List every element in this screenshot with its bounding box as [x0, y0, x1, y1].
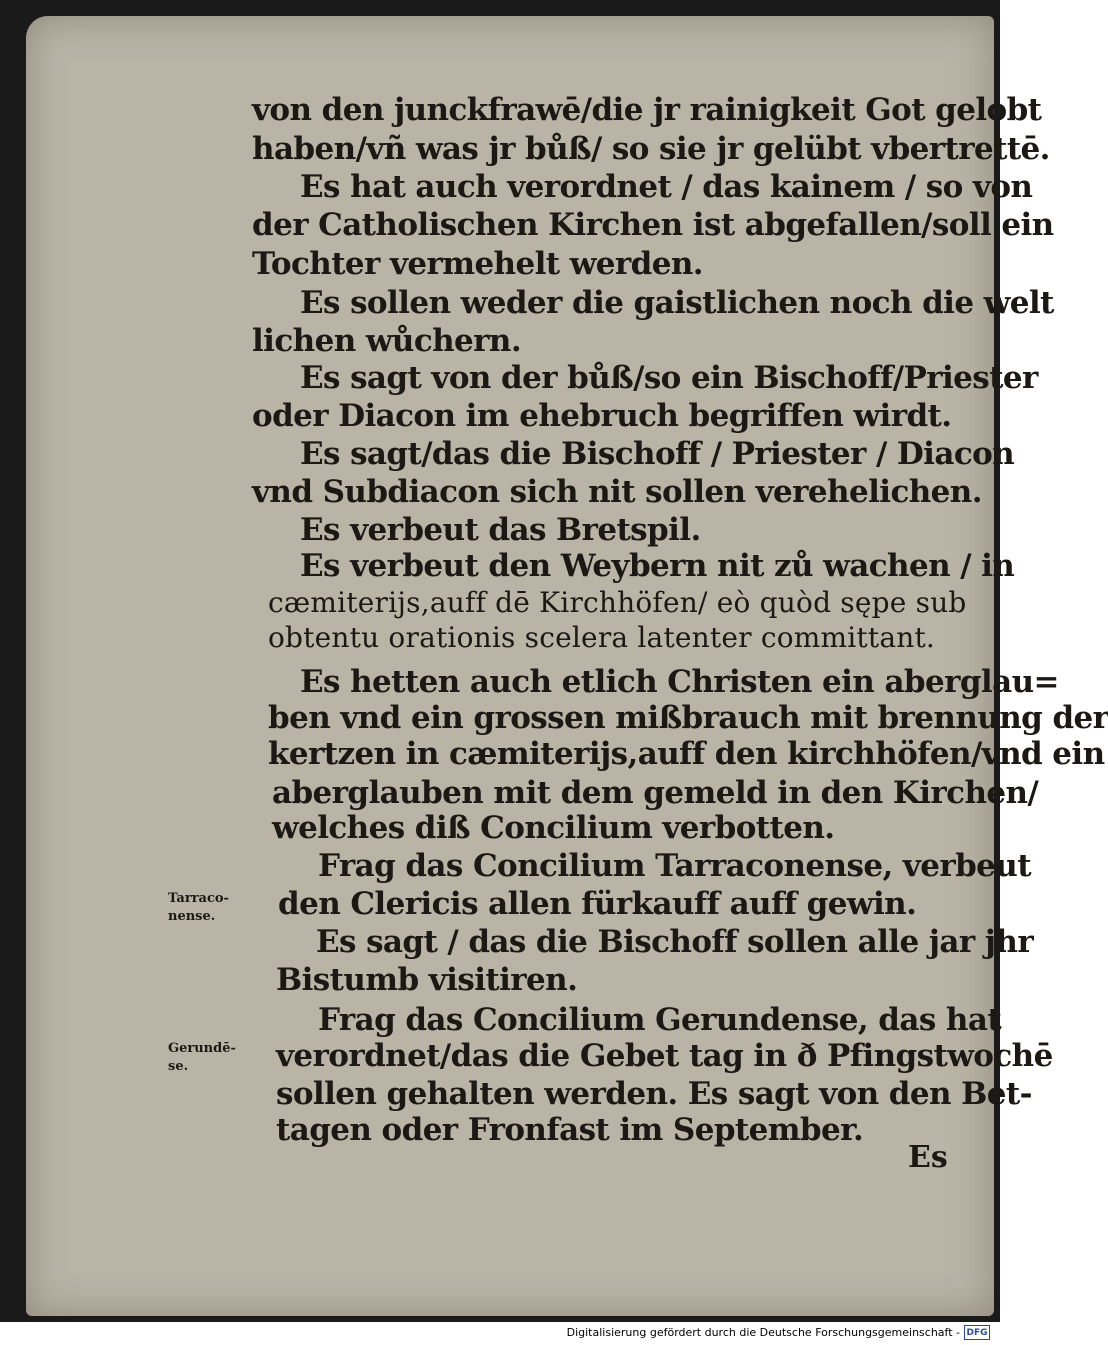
- text-line: tagen oder Fronfast im September.: [276, 1112, 864, 1148]
- text-line: lichen wůchern.: [252, 323, 522, 359]
- text-line: den Clericis allen fürkauff auff gewin.: [278, 886, 917, 922]
- text-line: Es sagt/das die Bischoff / Priester / Diacon: [300, 436, 1015, 472]
- text-line: obtentu orationis scelera latenter committant.: [268, 621, 935, 654]
- text-line: Es sagt / das die Bischoff sollen alle jar jhr: [316, 924, 1034, 960]
- text-line: Es hat auch verordnet / das kainem / so von: [300, 169, 1033, 205]
- margin-note-line: nense.: [168, 909, 216, 924]
- text-line: aberglauben mit dem gemeld in den Kirchen/: [272, 775, 1039, 811]
- text-line: Frag das Concilium Tarraconense, verbeut: [318, 848, 1031, 884]
- text-line: Es sollen weder die gaistlichen noch die welt: [300, 285, 1054, 321]
- text-line: Es sagt von der bůß/so ein Bischoff/Priester: [300, 360, 1038, 396]
- text-line: verordnet/das die Gebet tag in ð Pfingstwochē: [276, 1038, 1053, 1074]
- text-line: ben vnd ein grossen mißbrauch mit brennung der: [268, 700, 1108, 736]
- text-line: der Catholischen Kirchen ist abgefallen/soll ein: [252, 207, 1054, 243]
- text-line: oder Diacon im ehebruch begriffen wirdt.: [252, 398, 952, 434]
- text-line: haben/vñ was jr bůß/ so sie jr gelübt vbertrettē.: [252, 131, 1050, 167]
- text-line: Frag das Concilium Gerundense, das hat: [318, 1002, 1002, 1038]
- catchword: Es: [908, 1140, 948, 1175]
- text-line: sollen gehalten werden. Es sagt von den Bet-: [276, 1076, 1032, 1112]
- margin-note-gerundense: [168, 1040, 248, 1076]
- funding-credit: Digitalisierung gefördert durch die Deutsche Forschungsgemeinschaft -: [566, 1326, 960, 1339]
- margin-note-line: Gerundē-: [168, 1041, 236, 1056]
- text-line: Bistumb visitiren.: [276, 962, 578, 998]
- text-line: Es verbeut den Weybern nit zů wachen / in: [300, 548, 1015, 584]
- margin-note-tarraconense: [168, 890, 248, 926]
- text-line: von den junckfrawē/die jr rainigkeit Got gelobt: [252, 92, 1042, 128]
- dfg-logo: DFG: [964, 1325, 990, 1340]
- text-line: Tochter vermehelt werden.: [252, 246, 703, 282]
- margin-note-line: Tarraco-: [168, 891, 229, 906]
- text-line: welches diß Concilium verbotten.: [272, 810, 835, 846]
- margin-note-line: se.: [168, 1059, 189, 1074]
- text-line: vnd Subdiacon sich nit sollen verehelichen.: [252, 474, 982, 510]
- text-line: Es verbeut das Bretspil.: [300, 512, 701, 548]
- text-line: Es hetten auch etlich Christen ein aberglau=: [300, 664, 1059, 700]
- text-line: kertzen in cæmiterijs,auff den kirchhöfen/vnd ein: [268, 736, 1105, 772]
- text-line: cæmiterijs,auff dē Kirchhöfen/ eò quòd sępe sub: [268, 586, 967, 619]
